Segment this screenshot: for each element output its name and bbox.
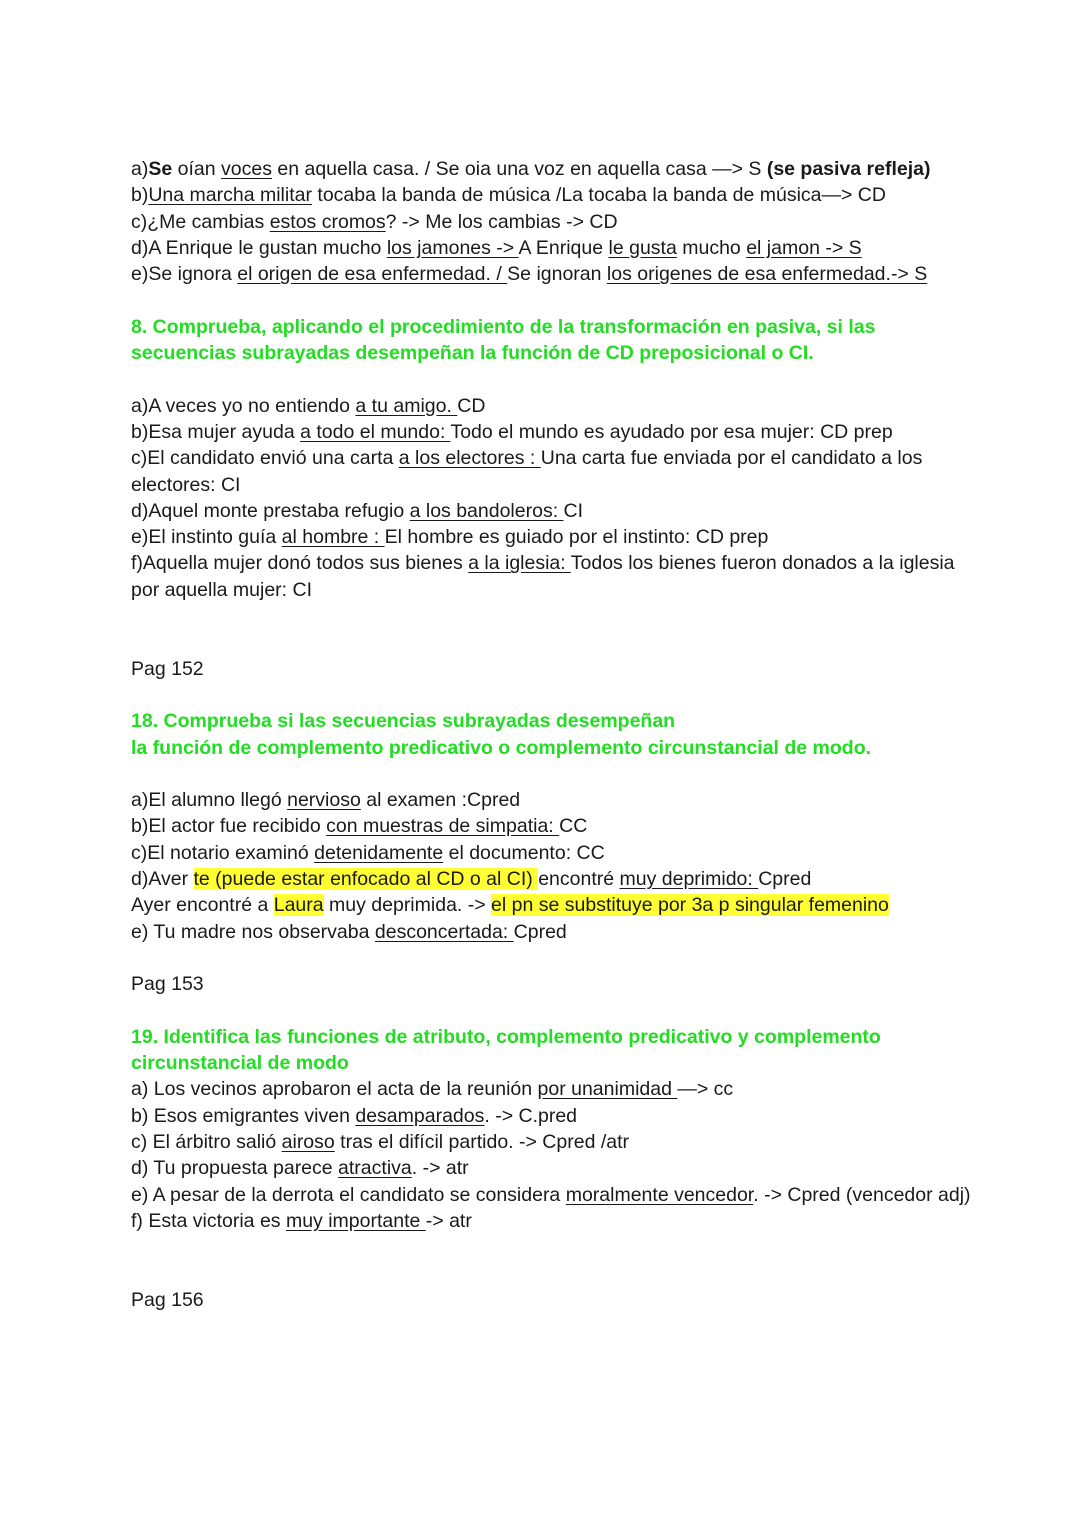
text: tocaba la banda de música /La tocaba la banda de música—> CD [311,184,886,207]
underlined-text: el origen de esa enfermedad. / [237,263,508,286]
spacer [131,603,971,656]
s18-item-e [131,919,971,945]
underlined-text: atractiva [338,1157,412,1180]
text: c)El notario examinó [131,841,315,864]
underlined-text: los origenes de esa enfermedad.-> S [606,263,928,286]
text: b) [131,184,149,207]
text: encontré [538,868,620,891]
page-ref-153: Pag 153 [131,973,204,996]
spacer [131,998,971,1024]
page-ref-152: Pag 152 [131,657,204,680]
text: . -> Cpred (vencedor adj) [753,1183,971,1206]
text: d)Aver [131,868,194,891]
spacer [131,682,971,708]
text: oían [172,158,221,180]
underlined-text: con muestras de simpatia: [326,815,560,838]
underlined-text: desconcertada: [374,920,514,943]
text: Ayer encontré a [131,894,274,917]
spacer [131,945,971,971]
underlined-text: a tu amigo. [355,394,458,417]
bold-text: (se pasiva refleja) [766,158,931,180]
underlined-text: voces [221,158,272,180]
document-page [131,156,971,1313]
text: e)Se ignora [131,263,238,286]
text: f) Esta victoria es [131,1209,286,1232]
s7-item-c [131,209,971,235]
highlighted-text: el pn se substituye por 3a p singular femenino [491,894,889,917]
text: CI [563,499,584,522]
spacer [131,287,971,313]
text: a)El alumno llegó [131,789,288,812]
s19-item-b [131,1103,971,1129]
text: c) El árbitro salió [131,1130,282,1153]
text: e) A pesar de la derrota el candidato se considera [131,1183,566,1206]
s7-item-b [131,182,971,208]
text: Todo el mundo es ayudado por esa mujer: CD prep [450,420,893,443]
s18-item-b [131,813,971,839]
text: d)A Enrique le gustan mucho [131,236,387,259]
text: f)Aquella mujer donó todos sus bienes [131,552,469,575]
text: A Enrique [518,236,609,259]
underlined-text: por unanimidad [537,1078,678,1101]
underlined-text: estos cromos [269,210,386,233]
s7-item-d [131,235,971,261]
section-18-heading-line2: la función de complemento predicativo o complemento circunstancial de modo. [131,736,872,759]
text: c)El candidato envió una carta [131,447,399,470]
s19-item-d [131,1155,971,1181]
underlined-text: los jamones -> [386,236,519,259]
s8-item-e [131,524,971,550]
text: d) Tu propuesta parece [131,1157,339,1180]
text: a) Los vecinos aprobaron el acta de la reunión [131,1078,538,1101]
section-8-heading: 8. Comprueba, aplicando el procedimiento de la transformación en pasiva, si las secuencias subrayadas desempeñan la función de CD preposicional o CI. [131,315,876,365]
spacer [131,1234,971,1287]
underlined-text: detenidamente [314,841,444,864]
highlighted-text: Laura [273,894,324,917]
highlighted-text: te (puede estar enfocado al CD o al CI) [193,868,539,891]
spacer [131,761,971,787]
s18-item-c [131,840,971,866]
s19-item-e [131,1182,971,1208]
underlined-text: muy deprimido: [619,868,759,891]
underlined-text: a la iglesia: [468,552,571,575]
underlined-text: airoso [281,1130,335,1153]
text: mucho [676,236,747,259]
text: CC [559,815,588,838]
bold-text: Se [148,158,173,180]
s7-item-e [131,261,971,287]
s18-item-d-note [131,892,971,918]
text: a) [131,158,149,180]
text: el documento: CC [443,841,605,864]
text: CD [457,394,486,417]
text: c)¿Me cambias [131,210,270,233]
text: e) Tu madre nos observaba [131,920,375,943]
text: b)Esa mujer ayuda [131,420,301,443]
s8-item-f [131,550,971,603]
text: b) Esos emigrantes viven [131,1104,356,1127]
underlined-text: moralmente vencedor [565,1183,754,1206]
underlined-text: muy importante [285,1209,426,1232]
text: al examen :Cpred [360,789,521,812]
text: muy deprimida. -> [323,894,492,917]
text: Todos los bienes fueron donados a la iglesia por aquella mujer: CI [131,552,955,601]
s8-item-a [131,393,971,419]
text: Se ignoran [507,263,607,286]
s18-item-a [131,787,971,813]
text: tras el difícil partido. -> Cpred /atr [334,1130,630,1153]
spacer [131,366,971,392]
section-18-heading-line1: 18. Comprueba si las secuencias subrayadas desempeñan [131,710,676,733]
underlined-text: el jamon -> S [746,236,862,259]
text: El hombre es guiado por el instinto: CD prep [384,526,769,549]
text: . -> C.pred [484,1104,578,1127]
text: -> atr [425,1209,472,1232]
underlined-text: nervioso [287,789,361,812]
underlined-text: a todo el mundo: [300,420,451,443]
s19-item-f [131,1208,971,1234]
underlined-text: a los bandoleros: [409,499,564,522]
text: e)El instinto guía [131,526,282,549]
underlined-text: desamparados [355,1104,485,1127]
s8-item-c [131,445,971,498]
s8-item-d [131,498,971,524]
text: en aquella casa. / Se oia una voz en aquella casa —> S [271,158,767,180]
s19-item-c [131,1129,971,1155]
underlined-text: al hombre : [281,526,385,549]
text: d)Aquel monte prestaba refugio [131,499,410,522]
s18-item-d [131,866,971,892]
text: —> cc [677,1078,734,1101]
text: a)A veces yo no entiendo [131,394,356,417]
text: Cpred [513,920,567,943]
underlined-text: a los electores : [398,447,541,470]
page-ref-156: Pag 156 [131,1288,204,1311]
text: b)El actor fue recibido [131,815,327,838]
text: Cpred [758,868,812,891]
s19-item-a [131,1076,971,1102]
s8-item-b [131,419,971,445]
text: . -> atr [411,1157,469,1180]
text: Una carta fue enviada por el candidato a los electores: CI [131,447,923,496]
text: ? -> Me los cambias -> CD [385,210,618,233]
underlined-text: le gusta [608,236,677,259]
underlined-text: Una marcha militar [148,184,312,207]
s7-item-a [131,156,971,182]
section-19-heading: 19. Identifica las funciones de atributo, complemento predicativo y complemento circunstancial de modo [131,1025,881,1075]
